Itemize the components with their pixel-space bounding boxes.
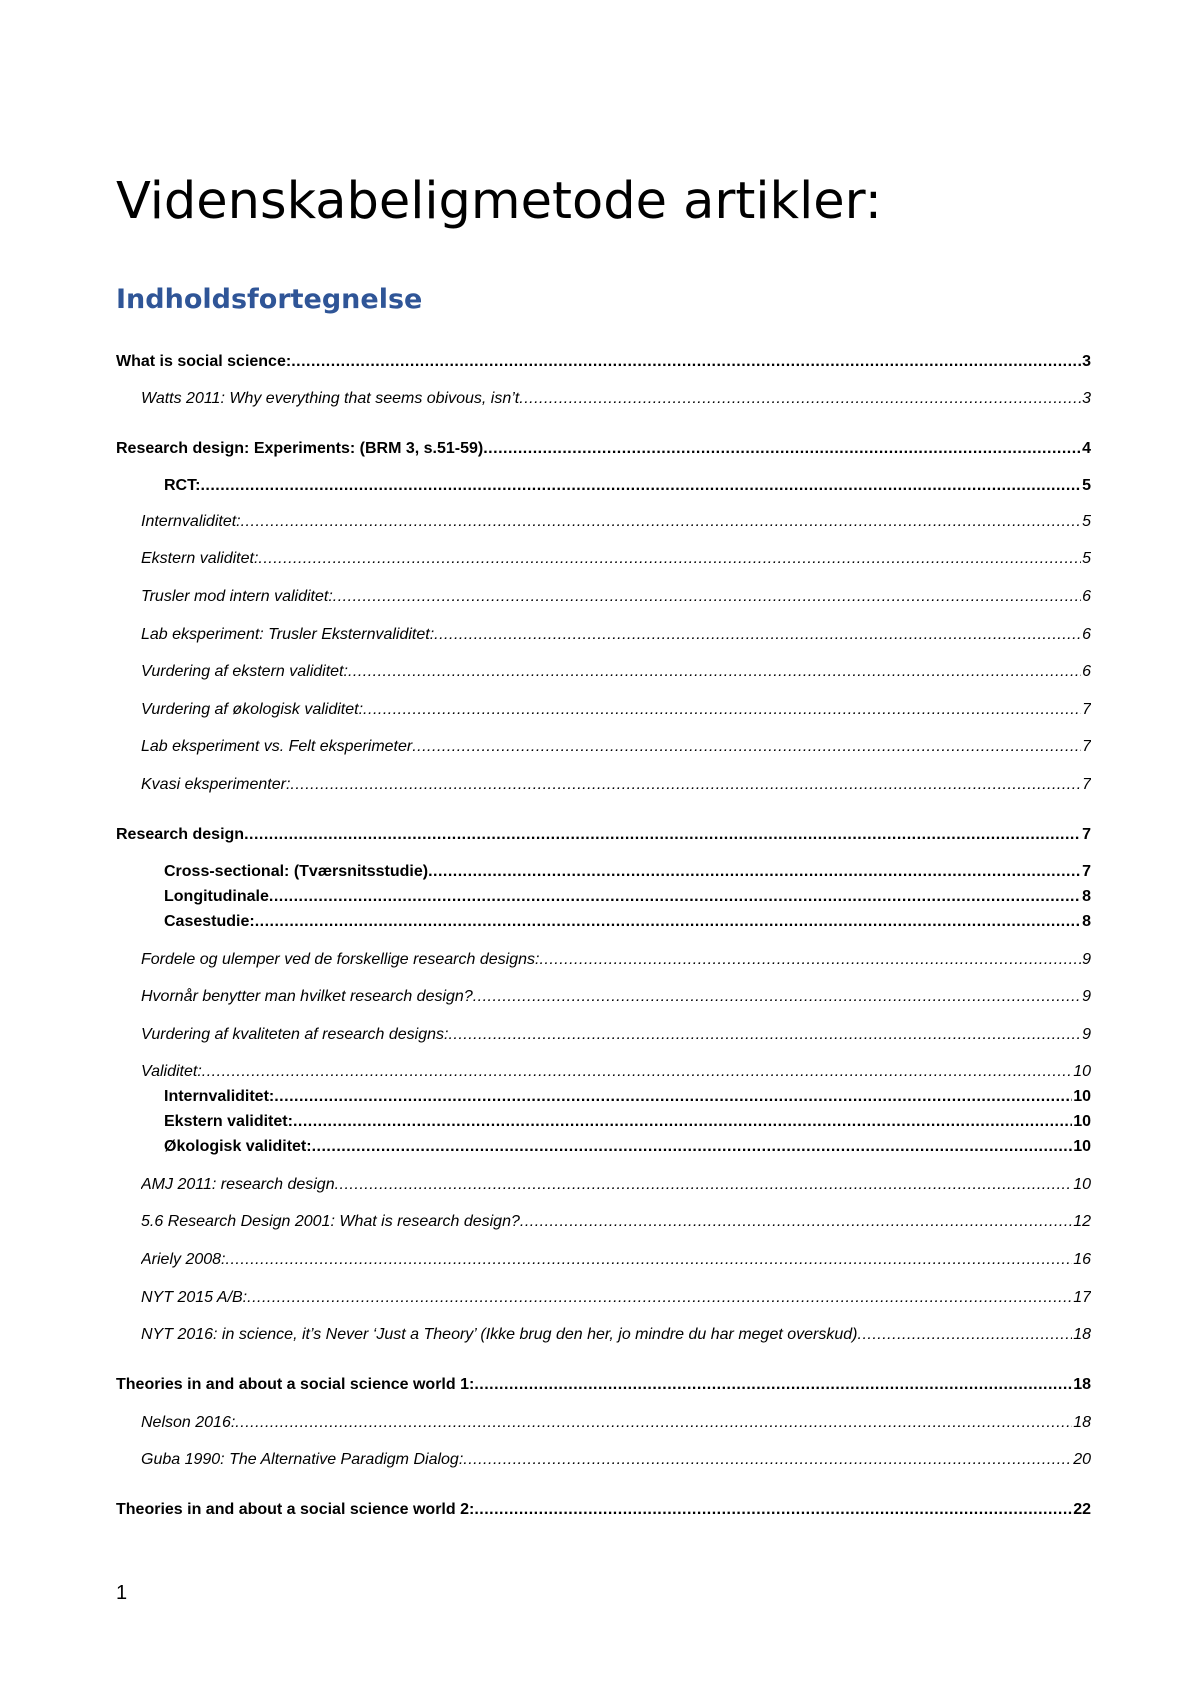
toc-entry[interactable] xyxy=(141,700,1091,720)
toc-entry-label: Guba 1990: The Alternative Paradigm Dialog: xyxy=(141,1451,464,1468)
toc-dot-leader xyxy=(244,825,1081,845)
toc-entry[interactable] xyxy=(141,775,1091,795)
toc-dot-leader xyxy=(290,775,1081,795)
toc-dot-leader xyxy=(333,587,1081,607)
toc-entry[interactable] xyxy=(164,862,1091,882)
toc-entry-page: 10 xyxy=(1073,1176,1091,1193)
toc-entry-label: NYT 2016: in science, it’s Never ‘Just a Theory’ (Ikke brug den her, jo mindre du har meget overskud) xyxy=(141,1326,858,1343)
toc-dot-leader xyxy=(448,1025,1081,1045)
toc-entry[interactable] xyxy=(164,1087,1091,1107)
toc-entry-page: 3 xyxy=(1082,353,1091,370)
toc-entry-page: 9 xyxy=(1082,988,1091,1005)
toc-entry-page: 20 xyxy=(1073,1451,1091,1468)
toc-entry-label: Kvasi eksperimenter: xyxy=(141,776,291,793)
toc-entry-page: 17 xyxy=(1073,1289,1091,1306)
toc-entry-page: 8 xyxy=(1082,888,1091,905)
toc-dot-leader xyxy=(200,476,1081,496)
toc-dot-leader xyxy=(858,1325,1073,1345)
toc-entry-label: NYT 2015 A/B: xyxy=(141,1289,248,1306)
toc-entry-label: Cross-sectional: (Tværsnitsstudie) xyxy=(164,863,429,880)
toc-entry-label: Hvornår benytter man hvilket research design? xyxy=(141,988,473,1005)
toc-entry-page: 18 xyxy=(1073,1414,1091,1431)
toc-entry-label: Vurdering af økologisk validitet: xyxy=(141,701,364,718)
toc-entry[interactable] xyxy=(141,1212,1091,1232)
toc-entry-page: 16 xyxy=(1073,1251,1091,1268)
toc-entry-label: Økologisk validitet: xyxy=(164,1138,312,1155)
toc-entry-page: 8 xyxy=(1082,913,1091,930)
page-number: 1 xyxy=(116,1582,128,1604)
toc-entry-label: Validitet: xyxy=(141,1063,202,1080)
toc-entry-label: Ariely 2008: xyxy=(141,1251,226,1268)
toc-entry-page: 7 xyxy=(1082,701,1091,718)
toc-entry-page: 10 xyxy=(1073,1113,1091,1130)
toc-entry-page: 18 xyxy=(1073,1376,1091,1393)
toc-entry[interactable] xyxy=(164,912,1091,932)
toc-dot-leader xyxy=(235,1413,1072,1433)
document-title: Videnskabeligmetode artikler: xyxy=(116,172,882,231)
toc-dot-leader xyxy=(291,352,1081,372)
toc-entry-page: 9 xyxy=(1082,1026,1091,1043)
toc-entry[interactable] xyxy=(141,625,1091,645)
toc-entry-page: 7 xyxy=(1082,826,1091,843)
toc-entry-label: What is social science: xyxy=(116,353,292,370)
toc-dot-leader xyxy=(519,389,1081,409)
toc-entry-label: Vurdering af ekstern validitet: xyxy=(141,663,348,680)
toc-entry[interactable] xyxy=(116,352,1091,372)
toc-entry[interactable] xyxy=(164,1137,1091,1157)
toc-entry[interactable] xyxy=(141,1250,1091,1270)
toc-entry[interactable] xyxy=(116,825,1091,845)
toc-entry[interactable] xyxy=(141,987,1091,1007)
toc-entry[interactable] xyxy=(141,549,1091,569)
toc-dot-leader xyxy=(348,662,1081,682)
toc-entry[interactable] xyxy=(164,1112,1091,1132)
toc-dot-leader xyxy=(412,737,1081,757)
toc-entry-page: 4 xyxy=(1082,440,1091,457)
toc-dot-leader xyxy=(473,987,1081,1007)
toc-entry-label: Casestudie: xyxy=(164,913,255,930)
toc-entry-page: 7 xyxy=(1082,776,1091,793)
toc-entry-label: Theories in and about a social science world 2: xyxy=(116,1501,475,1518)
toc-dot-leader xyxy=(483,439,1081,459)
toc-entry-page: 18 xyxy=(1073,1326,1091,1343)
toc-entry-page: 7 xyxy=(1082,863,1091,880)
toc-dot-leader xyxy=(258,549,1081,569)
toc-entry[interactable] xyxy=(141,1325,1091,1345)
toc-entry-page: 6 xyxy=(1082,626,1091,643)
toc-entry[interactable] xyxy=(164,476,1091,496)
toc-dot-leader xyxy=(293,1112,1072,1132)
toc-entry-page: 5 xyxy=(1082,550,1091,567)
toc-entry-label: Ekstern validitet: xyxy=(141,550,259,567)
toc-dot-leader xyxy=(434,625,1081,645)
toc-entry-label: AMJ 2011: research design xyxy=(141,1176,335,1193)
toc-entry[interactable] xyxy=(141,1175,1091,1195)
toc-entry-label: 5.6 Research Design 2001: What is research design? xyxy=(141,1213,520,1230)
toc-heading: Indholdsfortegnelse xyxy=(116,284,423,315)
toc-entry-label: RCT: xyxy=(164,477,201,494)
toc-entry[interactable] xyxy=(116,439,1091,459)
toc-entry-page: 5 xyxy=(1082,513,1091,530)
toc-entry-label: Longitudinale xyxy=(164,888,269,905)
toc-dot-leader xyxy=(335,1175,1073,1195)
toc-entry-label: Fordele og ulemper ved de forskellige research designs: xyxy=(141,951,540,968)
toc-entry-page: 5 xyxy=(1082,477,1091,494)
toc-entry-label: Watts 2011: Why everything that seems obivous, isn’t xyxy=(141,390,520,407)
toc-dot-leader xyxy=(226,1250,1073,1270)
toc-entry-page: 9 xyxy=(1082,951,1091,968)
toc-entry[interactable] xyxy=(116,1375,1091,1395)
toc-entry[interactable] xyxy=(116,1500,1091,1520)
toc-entry[interactable] xyxy=(141,1025,1091,1045)
toc-entry-label: Lab eksperiment vs. Felt eksperimeter xyxy=(141,738,413,755)
toc-entry[interactable] xyxy=(141,662,1091,682)
toc-entry-label: Internvaliditet: xyxy=(141,513,241,530)
toc-dot-leader xyxy=(241,512,1081,532)
toc-entry[interactable] xyxy=(141,1288,1091,1308)
toc-dot-leader xyxy=(363,700,1081,720)
toc-entry-page: 6 xyxy=(1082,663,1091,680)
toc-entry[interactable] xyxy=(141,737,1091,757)
toc-entry[interactable] xyxy=(141,1062,1091,1082)
toc-entry-label: Research design xyxy=(116,826,245,843)
toc-dot-leader xyxy=(520,1212,1072,1232)
toc-entry[interactable] xyxy=(141,587,1091,607)
toc-entry-label: Vurdering af kvaliteten af research designs: xyxy=(141,1026,449,1043)
toc-entry-page: 22 xyxy=(1073,1501,1091,1518)
toc-entry-label: Internvaliditet: xyxy=(164,1088,275,1105)
toc-entry-page: 7 xyxy=(1082,738,1091,755)
toc-entry-page: 10 xyxy=(1073,1088,1091,1105)
table-of-contents xyxy=(116,0,1091,1698)
toc-dot-leader xyxy=(247,1288,1072,1308)
toc-entry-page: 10 xyxy=(1073,1138,1091,1155)
toc-dot-leader xyxy=(312,1137,1073,1157)
toc-entry-label: Trusler mod intern validitet: xyxy=(141,588,333,605)
toc-entry-page: 12 xyxy=(1073,1213,1091,1230)
toc-entry[interactable] xyxy=(141,950,1091,970)
toc-entry-label: Research design: Experiments: (BRM 3, s.51-59) xyxy=(116,440,484,457)
toc-dot-leader xyxy=(428,862,1081,882)
toc-dot-leader xyxy=(463,1450,1072,1470)
toc-entry[interactable] xyxy=(141,389,1091,409)
toc-entry-label: Nelson 2016: xyxy=(141,1414,236,1431)
toc-entry-label: Ekstern validitet: xyxy=(164,1113,293,1130)
toc-dot-leader xyxy=(474,1500,1072,1520)
toc-dot-leader xyxy=(274,1087,1072,1107)
toc-dot-leader xyxy=(269,887,1081,907)
toc-entry-label: Theories in and about a social science world 1: xyxy=(116,1376,475,1393)
toc-entry-page: 3 xyxy=(1082,390,1091,407)
toc-entry-page: 10 xyxy=(1073,1063,1091,1080)
toc-dot-leader xyxy=(539,950,1081,970)
toc-entry[interactable] xyxy=(164,887,1091,907)
toc-entry-label: Lab eksperiment: Trusler Eksternvaliditet: xyxy=(141,626,435,643)
toc-dot-leader xyxy=(474,1375,1072,1395)
toc-dot-leader xyxy=(202,1062,1072,1082)
toc-entry[interactable] xyxy=(141,512,1091,532)
toc-dot-leader xyxy=(255,912,1081,932)
toc-entry[interactable] xyxy=(141,1413,1091,1433)
toc-entry[interactable] xyxy=(141,1450,1091,1470)
toc-entry-page: 6 xyxy=(1082,588,1091,605)
